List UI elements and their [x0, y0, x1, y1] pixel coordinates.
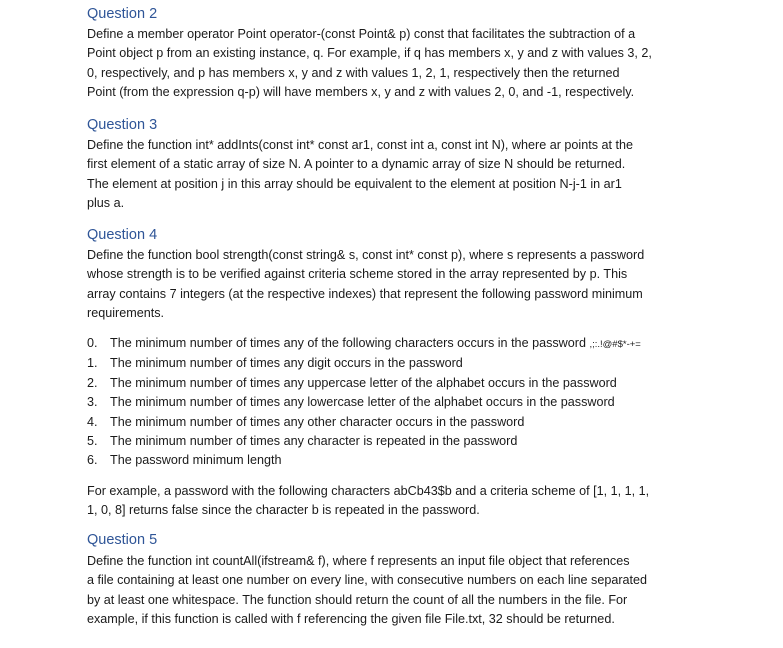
question-5-text: [87, 552, 697, 630]
text-line: first element of a static array of size N. A pointer to a dynamic array of size N should be returned.: [87, 157, 626, 172]
text-line: The element at position j in this array should be equivalent to the element at position N-j-1 in ar1: [87, 176, 622, 191]
text-line: Define the function int* addInts(const int* const ar1, const int a, const int N), where ar points at the: [87, 138, 634, 152]
question-5-heading: Question 5: [87, 532, 158, 548]
criteria-list: [87, 334, 641, 471]
list-item: [87, 413, 641, 432]
text-line: array contains 7 integers (at the respective indexes) that represent the following password minimum: [87, 286, 643, 301]
text-line: example, if this function is called with f referencing the given file File.txt, 32 should be returned.: [87, 612, 615, 627]
question-3-text: [87, 136, 697, 214]
text-line: For example, a password with the following characters abCb43$b and a criteria scheme of [1, 1, 1, 1,: [87, 484, 650, 498]
list-item-text: The minimum number of times any uppercase letter of the alphabet occurs in the password: [110, 375, 617, 390]
question-2-text: [87, 25, 697, 103]
question-4-text: [87, 246, 697, 324]
question-3-heading: Question 3: [87, 117, 158, 133]
text-line: by at least one whitespace. The function should return the count of all the numbers in the file. For: [87, 592, 628, 607]
list-item-text: The minimum number of times any lowercase letter of the alphabet occurs in the password: [110, 395, 615, 410]
text-line: Point object p from an existing instance, q. For example, if q has members x, y and z with values 3, 2,: [87, 46, 652, 61]
question-2-heading: Question 2: [87, 6, 158, 22]
list-item: [87, 374, 641, 393]
list-item-text: The minimum number of times any of the following characters occurs in the password: [110, 336, 586, 350]
list-number: 5.: [87, 434, 98, 449]
text-line: Define the function bool strength(const string& s, const int* const p), where s represents a password: [87, 248, 645, 262]
text-line: a file containing at least one number on every line, with consecutive numbers on each line separated: [87, 573, 648, 588]
list-item: [87, 451, 641, 470]
text-line: requirements.: [87, 306, 164, 321]
list-item-text: The minimum number of times any digit occurs in the password: [110, 356, 463, 371]
text-line: Point (from the expression q-p) will have members x, y and z with values 2, 0, and -1, respectively.: [87, 85, 635, 100]
list-number: 6.: [87, 453, 98, 468]
list-number: 3.: [87, 395, 98, 410]
list-number: 2.: [87, 375, 98, 390]
list-number: 1.: [87, 356, 98, 371]
text-line: 0, respectively, and p has members x, y and z with values 1, 2, 1, respectively then the returned: [87, 65, 620, 80]
list-item-text: The password minimum length: [110, 453, 282, 468]
text-line: Define the function int countAll(ifstream& f), where f represents an input file object that references: [87, 554, 630, 568]
text-line: 1, 0, 8] returns false since the character b is repeated in the password.: [87, 503, 480, 518]
list-item: [87, 354, 641, 373]
text-line: whose strength is to be verified against criteria scheme stored in the array represented by p. This: [87, 267, 628, 282]
list-number: 4.: [87, 414, 98, 429]
special-characters: ,;:.!@#$*-+=: [589, 339, 641, 350]
text-line: Define a member operator Point operator-(const Point& p) const that facilitates the subtraction of a: [87, 27, 636, 41]
list-item: [87, 393, 641, 412]
list-item: [87, 432, 641, 451]
list-item-text: The minimum number of times any other character occurs in the password: [110, 414, 525, 429]
text-line: plus a.: [87, 196, 125, 211]
list-item-text: The minimum number of times any character is repeated in the password: [110, 434, 518, 449]
question-4-heading: Question 4: [87, 227, 158, 243]
list-item: [87, 334, 641, 354]
question-4-example: [87, 482, 697, 521]
list-number: 0.: [87, 336, 98, 350]
